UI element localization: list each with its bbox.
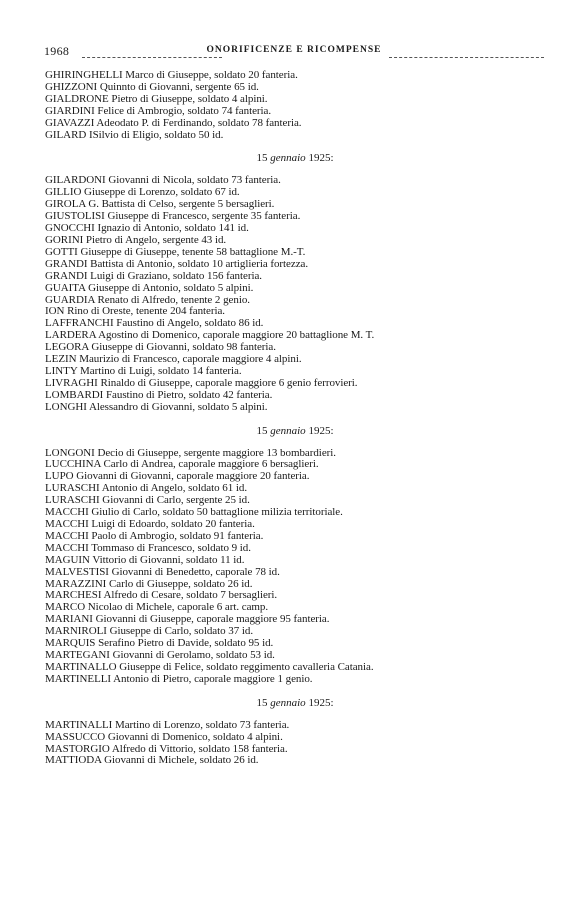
list-item: MAGUIN Vittorio di Giovanni, soldato 11 id. [45, 553, 245, 566]
list-item: GIROLA G. Battista di Celso, sergente 5 bersaglieri. [45, 198, 275, 211]
list-section [45, 686, 545, 768]
list-item: LEZIN Maurizio di Francesco, caporale maggiore 4 alpini. [45, 353, 302, 366]
list-item: GHIZZONI Quinnto di Giovanni, sergente 65 id. [45, 80, 259, 93]
list-item: GORINI Pietro di Angelo, sergente 43 id. [45, 233, 227, 246]
list-item: GIAVAZZI Adeodato P. di Ferdinando, soldato 78 fanteria. [45, 116, 302, 129]
list-item: GILARD ISilvio di Eligio, soldato 50 id. [45, 128, 224, 141]
list-item: MARAZZINI Carlo di Giuseppe, soldato 26 id. [45, 577, 253, 590]
list-item: GHIRINGHELLI Marco di Giuseppe, soldato 20 fanteria. [45, 69, 298, 81]
list-item: LEGORA Giuseppe di Giovanni, soldato 98 fanteria. [45, 341, 276, 354]
list-item: MARQUIS Serafino Pietro di Davide, soldato 95 id. [45, 637, 274, 650]
section-date-wrap [45, 414, 545, 448]
list-section [45, 141, 545, 413]
list-item: LONGONI Decio di Giuseppe, sergente maggiore 13 bombardieri. [45, 446, 336, 459]
list-item: MACCHI Tommaso di Francesco, soldato 9 id. [45, 541, 251, 554]
list-item: LUCCHINA Carlo di Andrea, caporale maggiore 6 bersaglieri. [45, 458, 319, 471]
list-section [45, 70, 545, 141]
header-rule-right [389, 57, 544, 58]
list-item: GIUSTOLISI Giuseppe di Francesco, sergente 35 fanteria. [45, 210, 301, 223]
honors-list [45, 70, 545, 767]
list-item: GILARDONI Giovanni di Nicola, soldato 73 fanteria. [45, 174, 281, 187]
page-number: 1968 [44, 44, 70, 58]
list-item: LINTY Martino di Luigi, soldato 14 fanteria. [45, 364, 242, 377]
list-item: MARIANI Giovanni di Giuseppe, caporale maggiore 95 fanteria. [45, 613, 330, 626]
list-item: MARTINALLO Giuseppe di Felice, soldato reggimento cavalleria Catania. [45, 660, 374, 673]
list-item: MARCO Nicolao di Michele, caporale 6 art. camp. [45, 601, 269, 614]
list-item: MATTIODA Giovanni di Michele, soldato 26 id. [45, 754, 259, 767]
list-item: MASSUCCO Giovanni di Domenico, soldato 4 alpini. [45, 730, 283, 743]
section-date: 15 gennaio 1925: [256, 696, 334, 709]
list-item: LUPO Giovanni di Giovanni, caporale maggiore 20 fanteria. [45, 470, 310, 483]
list-item: GRANDI Battista di Antonio, soldato 10 artiglieria fortezza. [45, 257, 309, 270]
list-item: LARDERA Agostino di Domenico, caporale maggiore 20 battaglione M. T. [45, 329, 375, 342]
list-item: GUAITA Giuseppe di Antonio, soldato 5 alpini. [45, 281, 254, 294]
list-item: GILLIO Giuseppe di Lorenzo, soldato 67 id. [45, 186, 240, 199]
list-item: GRANDI Luigi di Graziano, soldato 156 fanteria. [45, 269, 262, 282]
list-item: MACCHI Giulio di Carlo, soldato 50 battaglione milizia territoriale. [45, 506, 343, 519]
list-item: MARTINALLI Martino di Lorenzo, soldato 73 fanteria. [45, 718, 290, 731]
list-item: GUARDIA Renato di Alfredo, tenente 2 genio. [45, 293, 250, 306]
list-item: LURASCHI Giovanni di Carlo, sergente 25 id. [45, 494, 250, 507]
list-item: ION Rino di Oreste, tenente 204 fanteria. [45, 305, 226, 318]
page-header [44, 44, 544, 60]
list-section [45, 414, 545, 686]
list-item: MARTINELLI Antonio di Pietro, caporale maggiore 1 genio. [45, 672, 313, 685]
header-rule-left [82, 57, 222, 58]
list-item: MACCHI Luigi di Edoardo, soldato 20 fanteria. [45, 518, 255, 530]
section-date: 15 gennaio 1925: [256, 152, 334, 165]
list-item: LOMBARDI Faustino di Pietro, soldato 42 fanteria. [45, 388, 273, 401]
list-item: LIVRAGHI Rinaldo di Giuseppe, caporale maggiore 6 genio ferrovieri. [45, 376, 358, 389]
list-item: MARCHESI Alfredo di Cesare, soldato 7 bersaglieri. [45, 589, 278, 602]
list-item: GNOCCHI Ignazio di Antonio, soldato 141 id. [45, 222, 249, 235]
list-item: MARTEGANI Giovanni di Gerolamo, soldato 53 id. [45, 648, 275, 661]
running-title: ONORIFICENZE E RICOMPENSE [206, 45, 382, 55]
list-item: MALVESTISI Giovanni di Benedetto, caporale 78 id. [45, 565, 280, 578]
list-item: MARNIROLI Giuseppe di Carlo, soldato 37 id. [45, 625, 254, 638]
list-item: GIALDRONE Pietro di Giuseppe, soldato 4 alpini. [45, 92, 268, 105]
list-item: LAFFRANCHI Faustino di Angelo, soldato 86 id. [45, 317, 264, 330]
section-date: 15 gennaio 1925: [256, 424, 334, 437]
list-item: LURASCHI Antonio di Angelo, soldato 61 id. [45, 482, 248, 495]
section-date-wrap [45, 141, 545, 175]
list-item: MACCHI Paolo di Ambrogio, soldato 91 fanteria. [45, 529, 264, 542]
list-item: GOTTI Giuseppe di Giuseppe, tenente 58 battaglione M.-T. [45, 245, 306, 258]
list-item: GIARDINI Felice di Ambrogio, soldato 74 fanteria. [45, 104, 272, 117]
list-item: LONGHI Alessandro di Giovanni, soldato 5 alpini. [45, 400, 268, 413]
section-date-wrap [45, 686, 545, 720]
list-item: MASTORGIO Alfredo di Vittorio, soldato 158 fanteria. [45, 742, 288, 755]
